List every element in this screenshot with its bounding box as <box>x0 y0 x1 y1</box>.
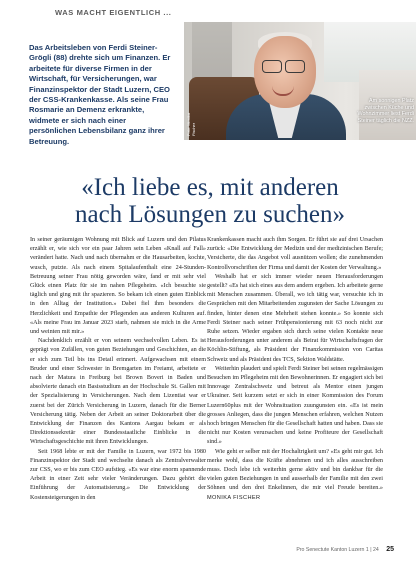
paragraph: Weshalb hat er sich immer wieder neuen Herausforderungen gestellt? «Es hat sich eines aus dem andern ergeben. Ich arbeitete gerne mit Menschen zusammen. Überall, wo ich tätig war, versuchte ich in Gesprächen mit den Mitarbeitenden zugunsten der Sache Lösungen zu finden, hinter denen eine Mehrheit stehen konnte.» So konnte sich Ferdi Steiner nach seiner Frühpensionierung mit 63 noch nicht zur Ruhe setzen. Wieder ergaben sich durch seine vielen Kontakte neue Herausforderungen unter anderem als Beirat für Wirtschaftsfragen der Köchlin-Stiftung, als Präsident der Finanzkommission von Caritas Schweiz und als Präsident des TCS, Sektion Waldstätte. <box>207 273 383 363</box>
paragraph: Seit 1968 lebte er mit der Familie in Luzern, war 1972 bis 1980 Finanzinspektor der Stadt und wechselte danach als Zentralverwalter zur CSS, wo er bis zum CEO aufstieg. «Es war eine enorm spannende Arbeit in einer Zeit sehr vieler Veränderungen. Dazu gehört die Einführung der Automatisierung.» Die Entwicklung der Kostensteigerungen in den <box>30 448 206 501</box>
paragraph: In seiner geräumigen Wohnung mit Blick auf Luzern und den Pilatus erzählt er, wie sich vor ein paar Jahren sein Leben «Knall auf Fall» verändert hatte. Nach und nach übernahm er die Hausarbeiten, kochte, wusch, putzte. Als nach einem Spitalaufenthalt eine 24-Stunden-Betreuung seiner Frau nötig geworden wäre, fand er mit sehr viel Glück einen Platz für sie im nahen Pflegeheim. «Ich besuchte sie täglich und ging mit ihr spazieren. So bekam ich einen guten Einblick in den Alltag der Institution.» Dabei fiel ihm besonders die Herzlichkeit und Empathie der Pflegenden aus anderen Kulturen auf. «Als meine Frau im Januar 2023 starb, nahmen sie mich in die Arme und weinten mit mir.» <box>30 237 206 336</box>
headline-line-1: «Ich liebe es, mit anderen <box>81 174 339 201</box>
intro-lead <box>29 43 175 147</box>
paragraph: Krankenkassen macht auch ihm Sorgen. Er führt sie auf drei Ursachen zurück: «Die Entwicklung der Medizin und der medizinischen Berufe; Versicherte, die das Angebot voll ausnützen wollen; die zunehmenden Kontrollvorschriften der Firma und damit der Kosten der Verwaltung.» <box>207 237 383 271</box>
photo-credit: Foto: Monika Fischer <box>186 112 196 136</box>
paragraph-last <box>207 448 383 503</box>
publication-name: Pro Senectute Kanton Luzern 1 | 24 <box>296 547 379 553</box>
photo-caption: Am sonnigen Platz zwischen Küche und Wohnzimmer liest Ferdi Steiner täglich die NZZ. <box>357 98 414 125</box>
paragraph: Weiterhin plaudert und spielt Ferdi Steiner bei seinen regelmässigen Besuchen im Pflegeheim mit den Bewohnerinnen. Er engagiert sich bei Innovage Zentralschweiz und betreut als Mentor einen jungen Ukrainer. Seit kurzem setzt er sich in einer Kommission des Forum Luzern60plus mit der Wohnsituation zuungunsten ein. «Es ist mein grosses Anliegen, dass die jungen Menschen erfahren, welchen Nutzen hoch bringen Menschen für die Gesellschaft hatten und haben. Dass sie nicht nur Kosten verursachen und keine Profiteure der Gesellschaft sind.» <box>207 365 383 446</box>
author-signature: MONIKA FISCHER <box>207 494 261 501</box>
page-number: 25 <box>386 546 394 553</box>
article-column-left <box>30 236 206 503</box>
page-footer <box>296 546 394 553</box>
paragraph-text: Wie geht er selber mit der Hochaltrigkeit um? «Es geht mir gut. Ich merke wohl, dass die Kräfte abnehmen und ich alles ausschreiben muss. Doch lebe ich weiterhin gerne aktiv und bin dankbar für die vielen guten Beziehungen in und ausserhalb der Familie mit den zwei Söhnen und den drei Enkelinnen, die mir viel Freude bereiten.» <box>207 448 383 492</box>
headline <box>30 174 390 228</box>
paragraph: Nachdenklich erzählt er von seinem wechselvollen Leben. Es ist geprägt von Zufällen, von guten Beziehungen und Geschichten, an die er sich zum Teil bis ins Detail erinnert. Aufgewachsen mit einem Bruder und einer Schwester in Bremgarten im Freiamt, arbeitete er nach der Matura in Freiburg bei Brown Boveri in Baden und absolvierte danach ein Basisstudium an der Hochschule St. Gallen mit der Spezialisierung in Versicherungen. Nach dem Lizentiat war er zuerst bei der Zürich Versicherung in Luzern, danach für die Berner Versicherung tätig. Neben der Arbeit an seiner Doktorarbeit über die Entwicklung der Finanzen des Kantons Aargau bekam er als Direktionssekretär einer Bundesstaatliche Einblicke in die Wirtschaftsgeschichte mit ihren Entwicklungen. <box>30 338 206 446</box>
intro-text: Das Arbeitsleben von Ferdi Steiner-Grögli (88) drehte sich um Finanzen. Er arbeitete für diverse Firmen in der Wirtschaft, für Versicherungen, war Finanzinspektor der Stadt Luzern, CEO der CSS-Krankenkasse. Als seine Frau Rosmarie an Demenz erkrankte, widmete er sich nach einer persönlichen Lebensbilanz ganz ihrer Betreuung. <box>29 43 171 146</box>
headline-line-2: nach Lösungen zu suchen» <box>74 201 346 228</box>
article-column-right <box>207 236 383 503</box>
section-label: WAS MACHT EIGENTLICH ... <box>55 8 172 17</box>
